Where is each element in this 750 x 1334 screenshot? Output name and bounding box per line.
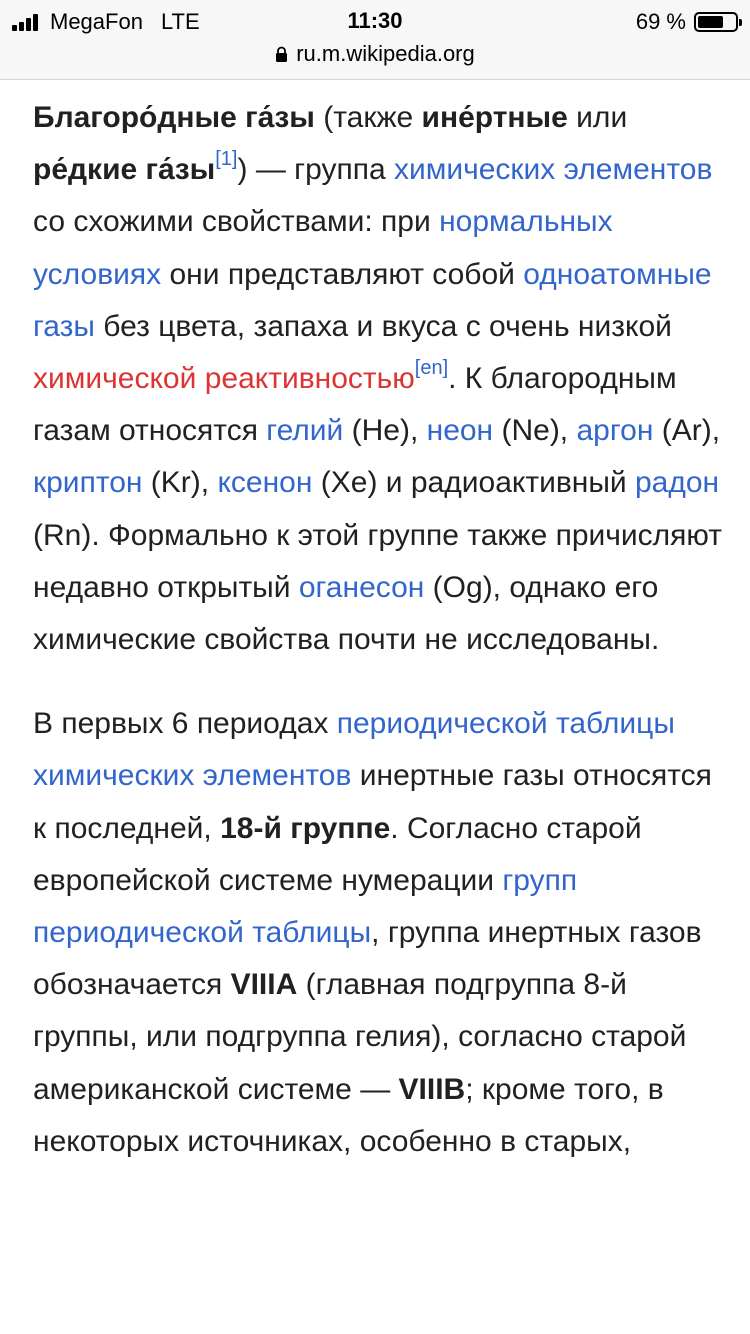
text: они представляют собой: [161, 257, 524, 291]
text: ; кроме того, в некоторых источниках, особенно в старых,: [33, 1072, 664, 1158]
link-argon[interactable]: аргон: [576, 414, 654, 448]
text: (Rn). Формально к этой группе также причисляют недавно открытый: [33, 518, 723, 604]
url-text: ru.m.wikipedia.org: [296, 41, 475, 66]
text: без цвета, запаха и вкуса с очень низкой: [94, 309, 672, 343]
text: (главная подгруппа 8-й группы, или подгруппа гелия), согласно старой американской системе —: [33, 968, 687, 1106]
status-right: [636, 8, 738, 36]
link-radon[interactable]: радон: [635, 466, 720, 500]
link-chemical-elements[interactable]: химических элементов: [393, 153, 713, 187]
text: (Og), однако его химические свойства почти не исследованы.: [33, 570, 660, 657]
battery-percent: 69 %: [635, 9, 686, 34]
text: инертные газы относятся к последней,: [33, 759, 712, 845]
clock: 11:30: [347, 8, 403, 33]
term-bold: ре́дкие га́зы: [33, 153, 216, 187]
link-periodic-groups[interactable]: групп периодической таблицы: [33, 863, 578, 950]
text: (Ar),: [653, 414, 721, 448]
lock-icon: [275, 46, 288, 63]
text: (Kr),: [142, 466, 218, 500]
article-paragraph: [33, 698, 723, 1168]
text: В первых 6 периодах: [33, 707, 337, 741]
carrier-name: MegaFon: [50, 9, 143, 34]
redlink-chemical-reactivity[interactable]: химической реактивностью: [33, 362, 415, 396]
term-bold: VIIIB: [398, 1072, 466, 1106]
interlanguage-link[interactable]: [en]: [414, 357, 449, 380]
term-bold: 18-й группе: [220, 811, 391, 845]
article-paragraph: [33, 92, 723, 666]
text: . Согласно старой европейской системе нумерации: [33, 811, 642, 897]
network-type: LTE: [160, 9, 200, 34]
link-helium[interactable]: гелий: [266, 414, 344, 448]
term-bold: VIIIA: [230, 968, 298, 1002]
status-bar: [0, 0, 750, 80]
link-monatomic-gases[interactable]: одноатомные газы: [33, 257, 712, 343]
text: (Xe) и радиоактивный: [312, 466, 635, 500]
text: , группа инертных газов обозначается: [33, 916, 702, 1002]
article-content: [33, 92, 723, 1168]
link-periodic-table[interactable]: периодической таблицы химических элементов: [33, 707, 675, 793]
text: (He),: [343, 414, 427, 448]
text: (также: [314, 101, 422, 134]
reference-link[interactable]: [1]: [215, 148, 238, 171]
link-normal-conditions[interactable]: нормальных условиях: [33, 205, 613, 291]
text: или: [567, 101, 628, 134]
link-krypton[interactable]: криптон: [33, 466, 143, 500]
battery-icon: [694, 12, 738, 32]
term-bold: ине́ртные: [421, 101, 568, 134]
address-bar[interactable]: [0, 40, 750, 68]
link-xenon[interactable]: ксенон: [217, 466, 313, 500]
text: . К благородным газам относятся: [33, 362, 677, 448]
link-oganesson[interactable]: оганесон: [298, 570, 425, 604]
text: (Ne),: [493, 414, 577, 448]
term-bold: Благоро́дные га́зы: [33, 101, 315, 134]
text: ) — группа: [237, 153, 394, 187]
link-neon[interactable]: неон: [426, 414, 494, 448]
text: со схожими свойствами: при: [33, 205, 440, 239]
